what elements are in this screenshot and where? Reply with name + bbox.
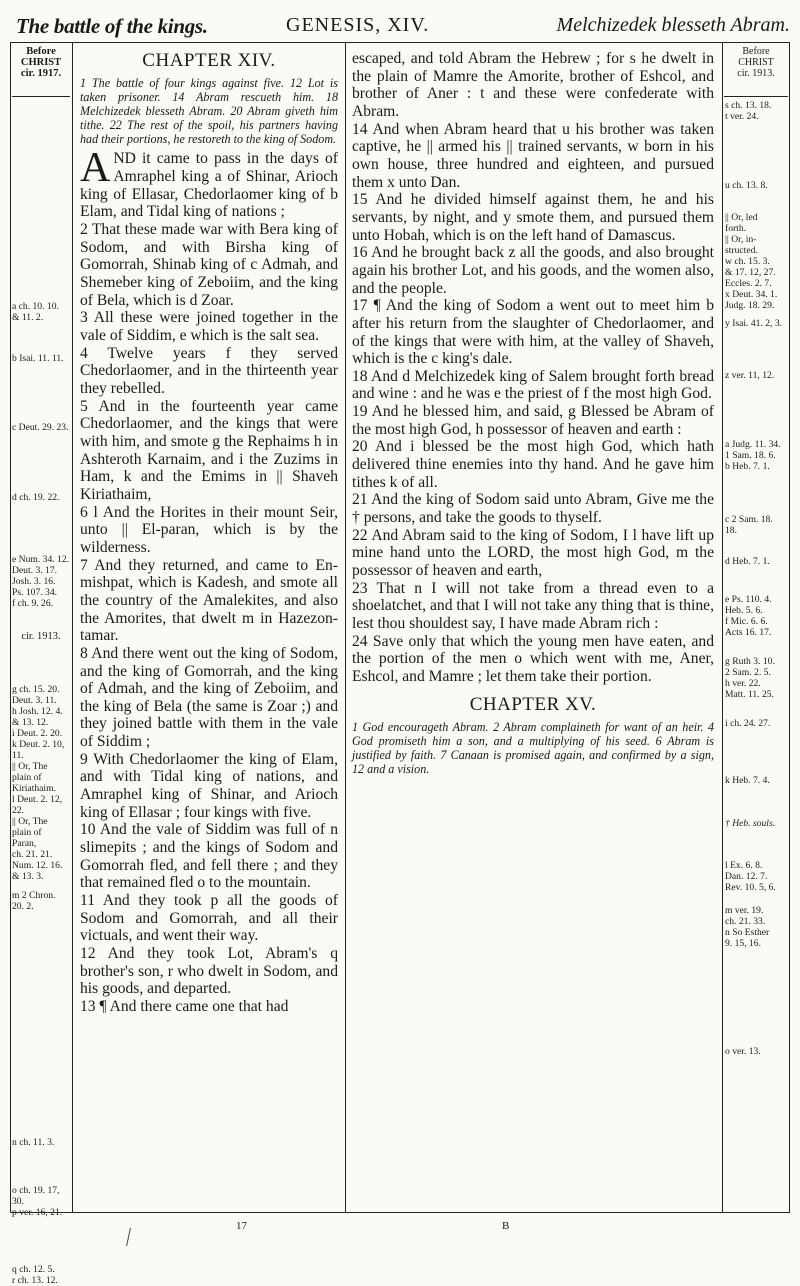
margin-note: a ch. 10. 10. & 11. 2. <box>12 301 59 323</box>
verse: escaped, and told Abram the Hebrew ; for s he dwelt in the plain of Mamre the Amorite, brother of Eshcol, and brother of Aner : t and these were confederate with Abram. <box>352 50 714 120</box>
verse: 13 ¶ And there came one that had <box>80 997 289 1015</box>
margin-note: q ch. 12. 5. r ch. 13. 12. <box>12 1264 58 1286</box>
margin-note: e Ps. 110. 4. Heb. 5. 6. f Mic. 6. 6. Acts 16. 17. <box>725 594 772 638</box>
verse: 8 And there went out the king of Sodom, and the king of Gomorrah, and the king of Admah, and the king of Zeboiim, and the king of Bela (the same is Zoar ;) and they joined battle with them in the vale of Siddim ; <box>80 644 338 751</box>
verse: 7 And they returned, and came to En-mishpat, which is Kadesh, and smote all the country of the Amalekites, and also the Amorites, that dwelt m in Hazezon-tamar. <box>80 556 338 645</box>
verse: 22 And Abram said to the king of Sodom, I l have lift up mine hand unto the LORD, the most high God, m the possessor of heaven and earth, <box>352 526 714 580</box>
verse: 19 And he blessed him, and said, g Blessed be Abram of the most high God, h possessor of heaven and earth : <box>352 403 714 438</box>
left-margin-rule <box>72 42 73 1212</box>
header-right-title: Melchizedek blesseth Abram. <box>556 14 790 36</box>
left-margin-date-2: cir. 1913. <box>21 631 61 642</box>
right-margin <box>725 46 787 1206</box>
verse: 21 And the king of Sodom said unto Abram, Give me the † persons, and take the goods to thyself. <box>352 491 714 527</box>
margin-note: l Ex. 6. 8. Dan. 12. 7. Rev. 10. 5, 6. <box>725 860 776 893</box>
margin-note: e Num. 34. 12. Deut. 3. 17. Josh. 3. 16. Ps. 107. 34. f ch. 9. 26. <box>12 554 70 609</box>
chapter-summary-next-text: 1 God encourageth Abram. 2 Abram complaineth for want of an heir. 4 God promiseth him a son, and a multiplying of his seed. 6 Abram is justified by faith. 7 Canaan is promised again, and confirmed by a sign, 12 and a vision. <box>352 719 714 776</box>
margin-note: g ch. 15. 20. Deut. 3. 11. h Josh. 12. 4. & 13. 12. i Deut. 2. 20. k Deut. 2. 10, 11. || Or, The plain of Kiriathaim. l Deut. 2. 12, 22. || Or, The plain of Paran, ch. 21. 21. Num. 12. 16. & 13. 3. <box>12 684 65 882</box>
header-left-title: The battle of the kings. <box>16 14 208 38</box>
running-header <box>0 0 800 40</box>
drop-capital: A <box>80 145 111 192</box>
margin-note: o ch. 19. 17, 30. <box>12 1185 60 1207</box>
right-border-rule <box>789 42 790 1212</box>
margin-note: † Heb. souls. <box>725 818 776 829</box>
verse: 11 And they took p all the goods of Sodom and Gomorrah, and all their victuals, and went their way. <box>80 892 338 945</box>
margin-note: u ch. 13. 8. <box>725 180 768 191</box>
margin-note: a Judg. 11. 34. 1 Sam. 18. 6. b Heb. 7. 1. <box>725 439 781 472</box>
margin-note: o ver. 13. <box>725 1046 761 1057</box>
verse: 18 And d Melchizedek king of Salem brought forth bread and wine : and he was e the priest of f the most high God. <box>352 367 714 403</box>
verse: 12 And they took Lot, Abram's q brother's son, r who dwelt in Sodom, and his goods, and departed. <box>80 945 338 998</box>
verse: 24 Save only that which the young men have eaten, and the portion of the men o which went with me, Aner, Eshcol, and Mamre ; let them take their portion. <box>352 632 714 685</box>
column-divider-rule <box>345 42 346 1212</box>
verse: 15 And he divided himself against them, he and his servants, by night, and y smote them, and pursued them unto Hobah, which is on the left hand of Damascus. <box>352 191 714 244</box>
margin-note: m ver. 19. ch. 21. 33. n So Esther 9. 15, 16. <box>725 905 770 949</box>
verse: 4 Twelve years f they served Chedorlaomer, and in the thirteenth year they rebelled. <box>80 344 338 397</box>
verse: 10 And the vale of Siddim was full of n slimepits ; and the kings of Sodom and Gomorrah fled, and fell there ; and they that remained fled o to the mountain. <box>80 821 338 892</box>
verse: 17 ¶ And the king of Sodom a went out to meet him b after his return from the slaughter of Chedorlaomer, and of the kings that were with him, at the valley of Shaveh, which is the c king's dale. <box>352 297 714 368</box>
chapter-summary-text: 1 The battle of four kings against five. 12 Lot is taken prisoner. 14 Abram rescueth him. 18 Melchizedek blesseth Abram. 20 Abram giveth him tithe. 22 The rest of the spoil, his partners having had their portions, he restoreth to the king of Sodom. <box>80 76 338 147</box>
margin-note: b Isai. 11. 11. <box>12 353 64 364</box>
margin-note: k Heb. 7. 4. <box>725 775 770 786</box>
header-rule <box>10 42 790 43</box>
chapter-summary <box>80 76 338 146</box>
verse: 9 With Chedorlaomer the king of Elam, and with Tidal king of nations, and Amraphel king of Shinar, and Arioch king of Ellasar ; four kings with five. <box>80 750 338 821</box>
text-column-right <box>352 50 714 780</box>
margin-note: p ver. 16, 21. <box>12 1207 63 1218</box>
text-column-left <box>80 50 338 1016</box>
verse: 16 And he brought back z all the goods, and also brought again his brother Lot, and his goods, and the women also, and the people. <box>352 244 714 297</box>
page-mark <box>126 1228 135 1246</box>
margin-note: c Deut. 29. 23. <box>12 422 69 433</box>
margin-note: g Ruth 3. 10. 2 Sam. 2. 5. h ver. 22. Matt. 11. 25. <box>725 656 775 700</box>
verse: 20 And i blessed be the most high God, which hath delivered thine enemies into thy hand. And he gave him tithes k of all. <box>352 438 714 491</box>
margin-note: m 2 Chron. 20. 2. <box>12 890 56 912</box>
margin-note: y Isai. 41. 2, 3. <box>725 318 783 329</box>
verse: 6 l And the Horites in their mount Seir, unto || El-paran, which is by the wilderness. <box>80 503 338 556</box>
left-margin <box>12 46 70 1286</box>
left-margin-date: Before CHRIST cir. 1917. <box>20 46 62 79</box>
margin-note: d ch. 19. 22. <box>12 492 60 503</box>
verse-block-left <box>80 145 338 1015</box>
signature-mark: B <box>502 1220 510 1232</box>
verse: 14 And when Abram heard that u his brother was taken captive, he || armed his || trained servants, w born in his own house, three hundred and eighteen, and pursued them x unto Dan. <box>352 120 714 191</box>
verse: 2 That these made war with Bera king of Sodom, and with Birsha king of Gomorrah, Shinab king of c Admah, and Shemeber king of Zeboiim, and the king of Bela, which is d Zoar. <box>80 221 338 309</box>
verse: AND it came to pass in the days of Amraphel king a of Shinar, Arioch king of Ellasar, Chedorlaomer king of b Elam, and Tidal king of nations ; <box>80 145 338 221</box>
margin-note: d Heb. 7. 1. <box>725 556 770 567</box>
left-border-rule <box>10 42 11 1212</box>
verse-block-right <box>352 50 714 686</box>
page-number: 17 <box>236 1220 247 1232</box>
margin-note: c 2 Sam. 18. 18. <box>725 514 773 536</box>
footer-rule <box>10 1212 790 1213</box>
header-book-chapter: GENESIS, XIV. <box>286 14 430 36</box>
chapter-heading-next: CHAPTER XV. <box>469 693 597 715</box>
right-margin-date: Before CHRIST cir. 1913. <box>737 46 775 79</box>
margin-note: i ch. 24. 27. <box>725 718 771 729</box>
chapter-heading: CHAPTER XIV. <box>142 50 276 71</box>
margin-note: n ch. 11. 3. <box>12 1137 55 1148</box>
margin-note: || Or, led forth. || Or, in- structed. w ch. 15. 3. & 17. 12, 27. Eccles. 2. 7. x Deut. 34. 1. Judg. 18. 29. <box>725 212 778 311</box>
right-margin-rule <box>722 42 723 1212</box>
margin-note: z ver. 11, 12. <box>725 370 775 381</box>
verse: 5 And in the fourteenth year came Chedorlaomer, and the kings that were with him, and smote g the Rephaims h in Ashteroth Karnaim, and i the Zuzims in Ham, k and the Emims in || Shaveh Kiriathaim, <box>80 397 338 503</box>
margin-note: s ch. 13. 18. t ver. 24. <box>725 100 772 122</box>
chapter-summary-next <box>352 720 714 776</box>
verse: 23 That n I will not take from a thread even to a shoelatchet, and that I will not take any thing that is thine, lest thou shouldest say, I have made Abram rich : <box>352 579 714 632</box>
verse: 3 All these were joined together in the vale of Siddim, e which is the salt sea. <box>80 309 338 345</box>
